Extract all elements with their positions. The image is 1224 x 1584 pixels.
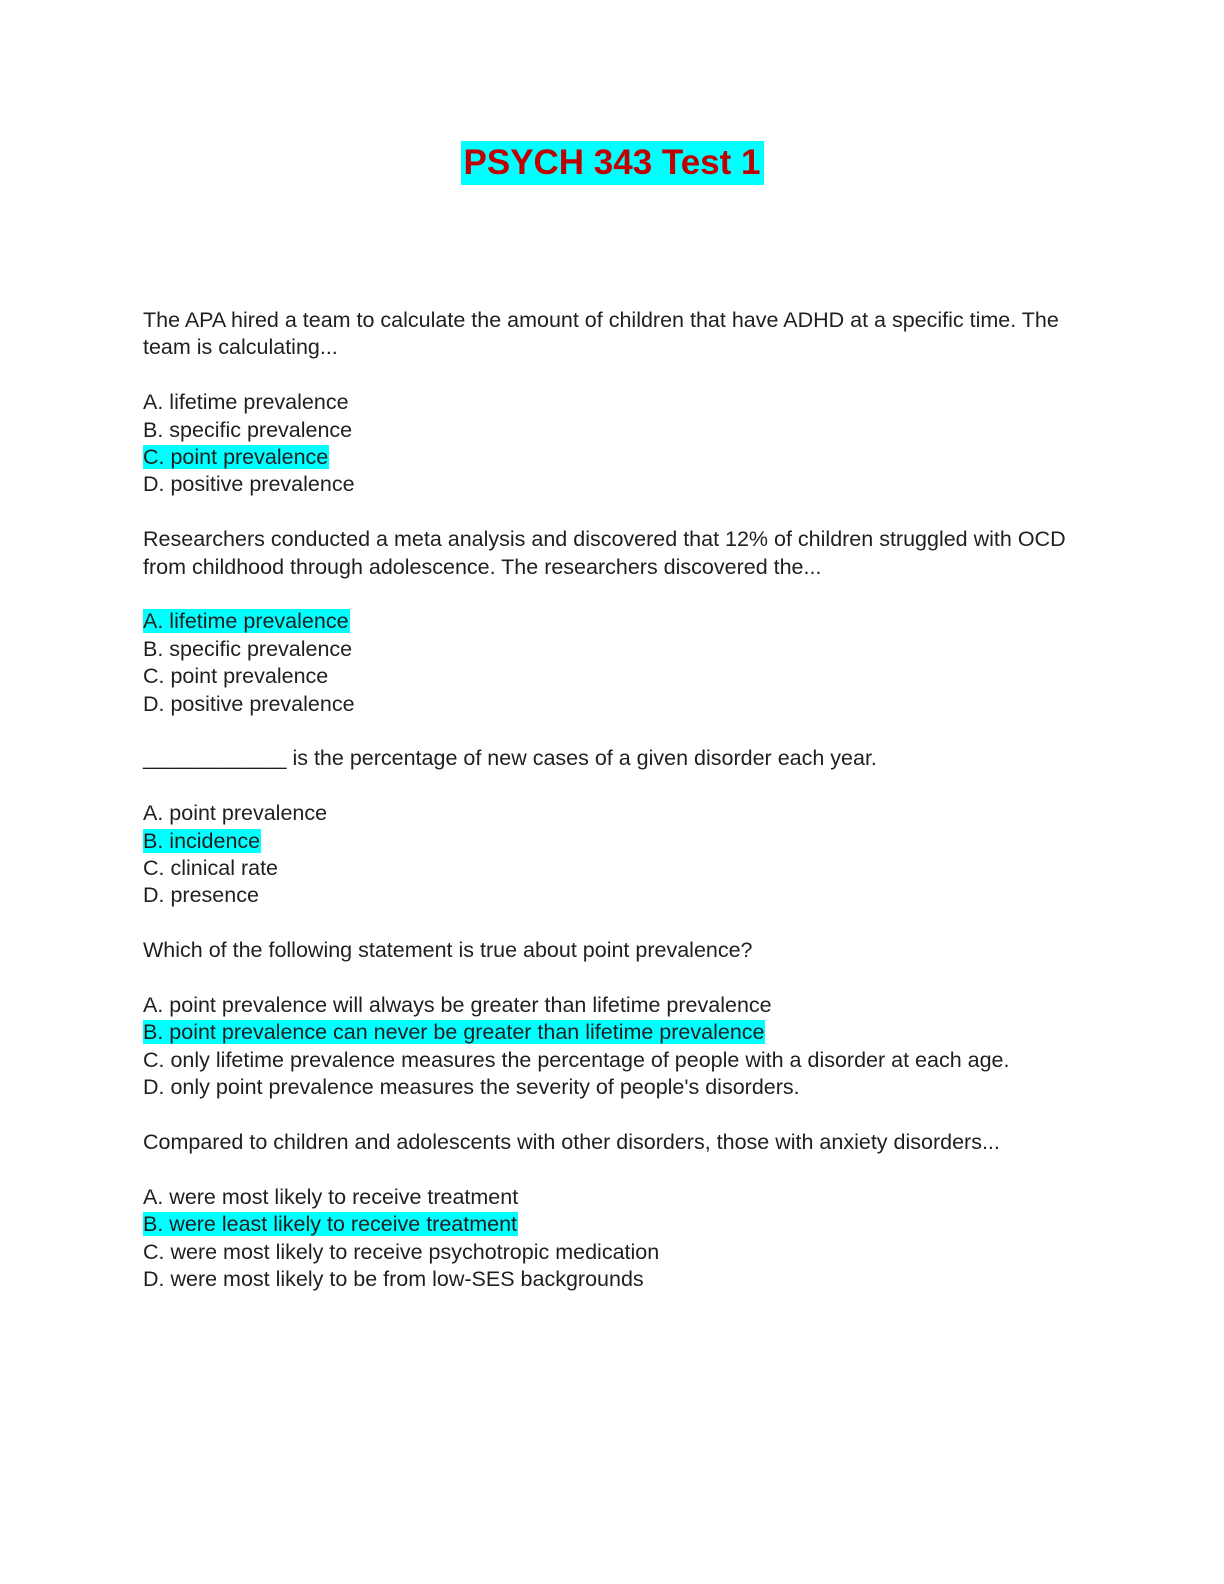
question-block-4 bbox=[143, 937, 1073, 1101]
option-label: D. only point prevalence measures the severity of people's disorders. bbox=[143, 1075, 800, 1100]
option-label: A. lifetime prevalence bbox=[143, 609, 349, 634]
question-text: Which of the following statement is true about point prevalence? bbox=[143, 938, 753, 963]
answer-option bbox=[143, 417, 1073, 444]
highlighted-answer-option bbox=[143, 1211, 1073, 1238]
option-label: C. point prevalence bbox=[143, 664, 329, 689]
questions-container bbox=[143, 307, 1073, 1321]
option-list bbox=[143, 992, 1073, 1102]
question-text: The APA hired a team to calculate the amount of children that have ADHD at a specific time. The team is calculating... bbox=[143, 308, 1059, 360]
answer-option bbox=[143, 691, 1073, 718]
answer-option bbox=[143, 1047, 1073, 1074]
answer-option bbox=[143, 636, 1073, 663]
answer-option bbox=[143, 800, 1073, 827]
highlighted-answer-option bbox=[143, 1019, 1073, 1046]
answer-option bbox=[143, 663, 1073, 690]
question-block-5 bbox=[143, 1129, 1073, 1293]
highlighted-answer-option bbox=[143, 444, 1073, 471]
highlighted-answer-option bbox=[143, 608, 1073, 635]
option-label: B. point prevalence can never be greater than lifetime prevalence bbox=[143, 1020, 765, 1045]
option-label: A. were most likely to receive treatment bbox=[143, 1184, 519, 1209]
option-label: B. specific prevalence bbox=[143, 636, 353, 661]
title-container bbox=[0, 141, 1224, 185]
option-label: A. point prevalence bbox=[143, 801, 328, 826]
answer-option bbox=[143, 1074, 1073, 1101]
answer-option bbox=[143, 1184, 1073, 1211]
option-label: D. positive prevalence bbox=[143, 472, 355, 497]
option-label: C. point prevalence bbox=[143, 445, 329, 470]
question-text: Researchers conducted a meta analysis and discovered that 12% of children struggled with OCD from childhood through adolescence. The researchers discovered the... bbox=[143, 527, 1066, 579]
option-label: C. clinical rate bbox=[143, 856, 279, 881]
answer-option bbox=[143, 389, 1073, 416]
answer-option bbox=[143, 1239, 1073, 1266]
option-label: A. lifetime prevalence bbox=[143, 390, 349, 415]
answer-option bbox=[143, 882, 1073, 909]
option-list bbox=[143, 800, 1073, 910]
answer-option bbox=[143, 992, 1073, 1019]
answer-option bbox=[143, 471, 1073, 498]
option-label: C. were most likely to receive psychotropic medication bbox=[143, 1239, 660, 1264]
option-label: A. point prevalence will always be greater than lifetime prevalence bbox=[143, 993, 772, 1018]
question-block-1 bbox=[143, 307, 1073, 499]
option-label: C. only lifetime prevalence measures the percentage of people with a disorder at each age. bbox=[143, 1047, 1010, 1072]
answer-option bbox=[143, 1266, 1073, 1293]
option-label: D. presence bbox=[143, 883, 259, 908]
option-list bbox=[143, 389, 1073, 499]
question-text: ____________ is the percentage of new cases of a given disorder each year. bbox=[143, 746, 877, 771]
option-list bbox=[143, 608, 1073, 718]
option-list bbox=[143, 1184, 1073, 1294]
highlighted-answer-option bbox=[143, 828, 1073, 855]
option-label: B. specific prevalence bbox=[143, 417, 353, 442]
option-label: D. were most likely to be from low-SES backgrounds bbox=[143, 1267, 644, 1292]
option-label: B. were least likely to receive treatment bbox=[143, 1212, 518, 1237]
answer-option bbox=[143, 855, 1073, 882]
question-block-3 bbox=[143, 745, 1073, 909]
page-title: PSYCH 343 Test 1 bbox=[461, 141, 764, 185]
question-block-2 bbox=[143, 526, 1073, 718]
option-label: B. incidence bbox=[143, 828, 261, 853]
question-text: Compared to children and adolescents with other disorders, those with anxiety disorders... bbox=[143, 1130, 1000, 1155]
option-label: D. positive prevalence bbox=[143, 691, 355, 716]
